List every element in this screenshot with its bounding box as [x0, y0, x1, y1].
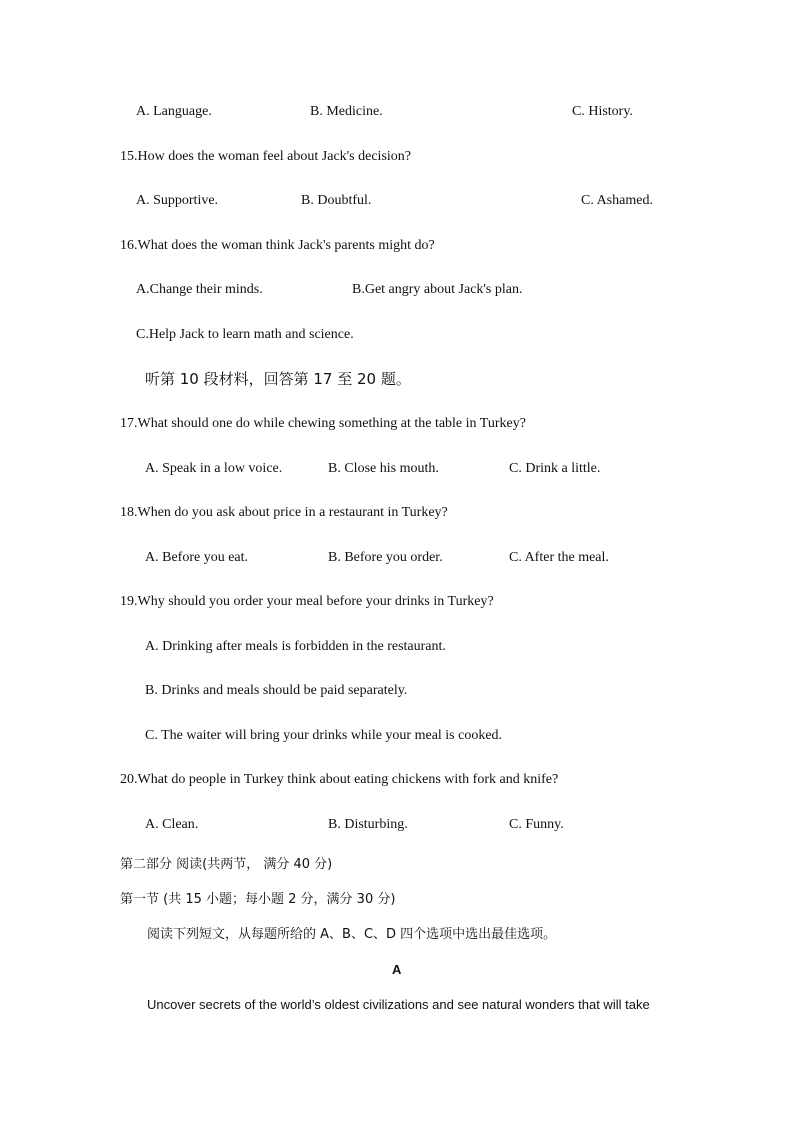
q15-option-a: A. Supportive. — [136, 193, 219, 208]
q17-option-c: C. Drink a little. — [509, 461, 601, 476]
q16-stem: 16.What does the woman think Jack's parents might do? — [120, 238, 435, 253]
q19-option-c: C. The waiter will bring your drinks while your meal is cooked. — [145, 728, 503, 743]
q20-stem: 20.What do people in Turkey think about eating chickens with fork and knife? — [120, 772, 559, 787]
part2-title: 第二部分 阅读(共两节， 满分 40 分) — [120, 857, 333, 872]
q17-stem: 17.What should one do while chewing something at the table in Turkey? — [120, 416, 526, 431]
passage-label: A — [392, 962, 402, 977]
q14-option-a: A. Language. — [136, 104, 212, 119]
q18-option-b: B. Before you order. — [328, 550, 443, 565]
section1-title: 第一节 (共 15 小题；每小题 2 分，满分 30 分) — [120, 892, 396, 907]
reading-instruction: 阅读下列短文，从每题所给的 A、B、C、D 四个选项中选出最佳选项。 — [147, 927, 557, 942]
q16-option-a: A.Change their minds. — [136, 282, 263, 297]
q18-stem: 18.When do you ask about price in a restaurant in Turkey? — [120, 505, 448, 520]
q16-option-c: C.Help Jack to learn math and science. — [136, 327, 354, 342]
q17-option-a: A. Speak in a low voice. — [145, 461, 283, 476]
q15-option-c: C. Ashamed. — [581, 193, 653, 208]
q20-option-c: C. Funny. — [509, 817, 564, 832]
q15-option-b: B. Doubtful. — [301, 193, 372, 208]
section10-instruction: 听第 10 段材料，回答第 17 至 20 题。 — [145, 370, 411, 388]
q18-option-a: A. Before you eat. — [145, 550, 249, 565]
q20-option-a: A. Clean. — [145, 817, 199, 832]
q19-option-b: B. Drinks and meals should be paid separately. — [145, 683, 408, 698]
q19-stem: 19.Why should you order your meal before your drinks in Turkey? — [120, 594, 494, 609]
q20-option-b: B. Disturbing. — [328, 817, 408, 832]
q14-option-c: C. History. — [572, 104, 633, 119]
q18-option-c: C. After the meal. — [509, 550, 609, 565]
passage-first-line: Uncover secrets of the world’s oldest civilizations and see natural wonders that will take — [147, 997, 650, 1012]
q19-option-a: A. Drinking after meals is forbidden in the restaurant. — [145, 639, 446, 654]
q17-option-b: B. Close his mouth. — [328, 461, 439, 476]
q16-option-b: B.Get angry about Jack's plan. — [352, 282, 523, 297]
q15-stem: 15.How does the woman feel about Jack's decision? — [120, 149, 411, 164]
q14-option-b: B. Medicine. — [310, 104, 383, 119]
